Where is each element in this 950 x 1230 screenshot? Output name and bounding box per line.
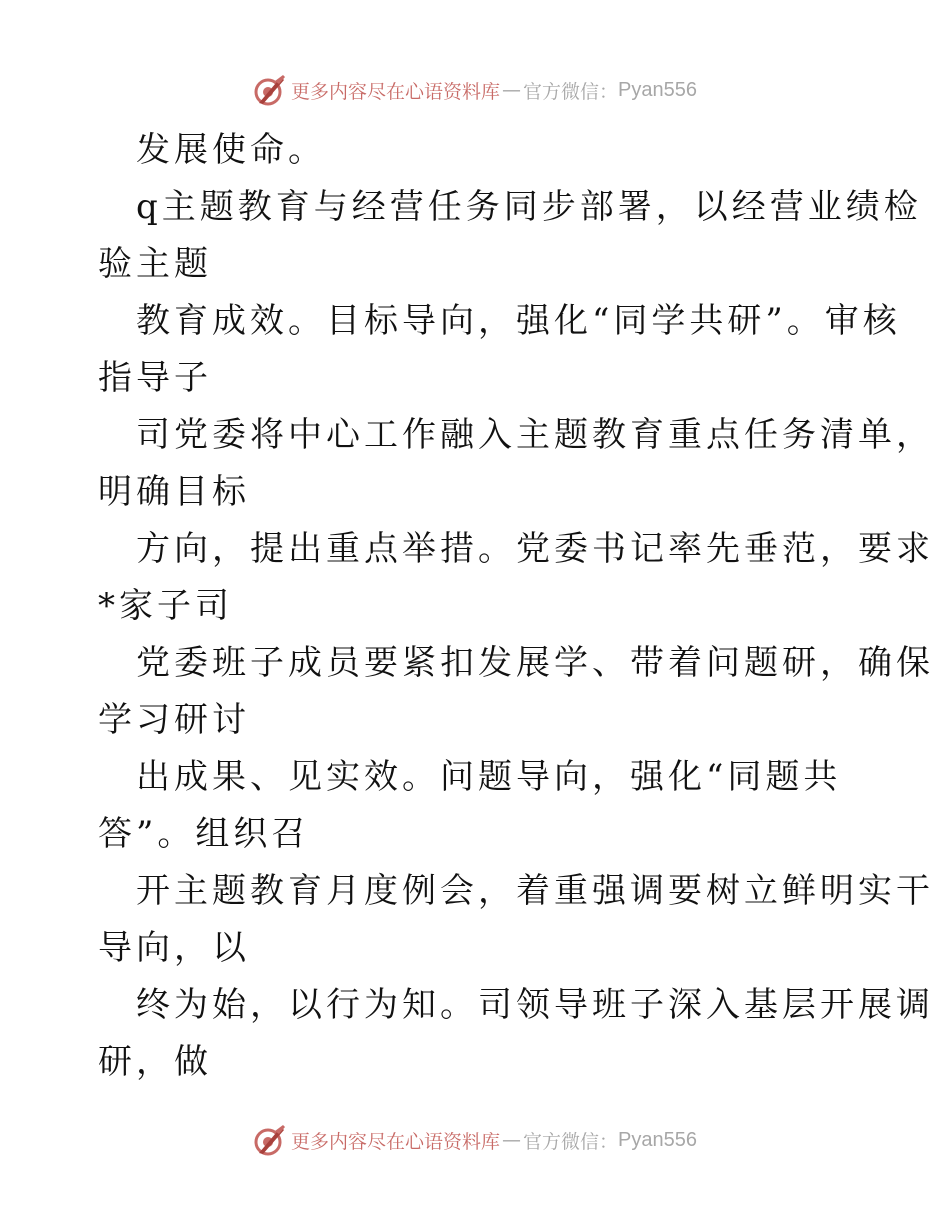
header-dash: —: [502, 79, 522, 101]
text-line: 教育成效。目标导向，强化“同学共研”。审核: [136, 301, 901, 341]
text-line: 研，做: [98, 1042, 212, 1082]
header-site-text: 更多内容尽在心语资料库: [291, 80, 501, 103]
header-watermark-banner: [0, 70, 950, 110]
quill-logo-icon: [253, 73, 287, 107]
text-line: 学习研讨: [98, 700, 250, 740]
text-line: 党委班子成员要紧扣发展学、带着问题研，确保: [136, 643, 934, 683]
document-body: [98, 122, 934, 1091]
text-line: 终为始，以行为知。司领导班子深入基层开展调: [136, 985, 934, 1025]
text-line: 指导子: [98, 358, 212, 398]
footer-site-text: 更多内容尽在心语资料库: [291, 1130, 501, 1153]
text-line: 出成果、见实效。问题导向，强化“同题共: [136, 757, 842, 797]
text-line: 司党委将中心工作融入主题教育重点任务清单，: [136, 415, 934, 455]
text-line: 答”。组织召: [98, 814, 310, 854]
text-line: 开主题教育月度例会，着重强调要树立鲜明实干: [136, 871, 934, 911]
text-line: *家子司: [98, 586, 233, 626]
text-line: q主题教育与经营任务同步部署，以经营业绩检: [136, 187, 922, 227]
footer-wechat-label: 官方微信：: [523, 1130, 619, 1153]
header-wechat-id: Pyan556: [618, 78, 697, 101]
text-line: 明确目标: [98, 472, 250, 512]
footer-dash: —: [502, 1129, 522, 1151]
footer-wechat-id: Pyan556: [618, 1128, 697, 1151]
quill-logo-icon: [253, 1123, 287, 1157]
text-line: 方向，提出重点举措。党委书记率先垂范，要求: [136, 529, 934, 569]
header-wechat-label: 官方微信：: [523, 80, 619, 103]
text-line: 发展使命。: [136, 130, 326, 170]
footer-watermark-banner: [0, 1120, 950, 1160]
text-line: 导向，以: [98, 928, 250, 968]
text-line: 验主题: [98, 244, 212, 284]
